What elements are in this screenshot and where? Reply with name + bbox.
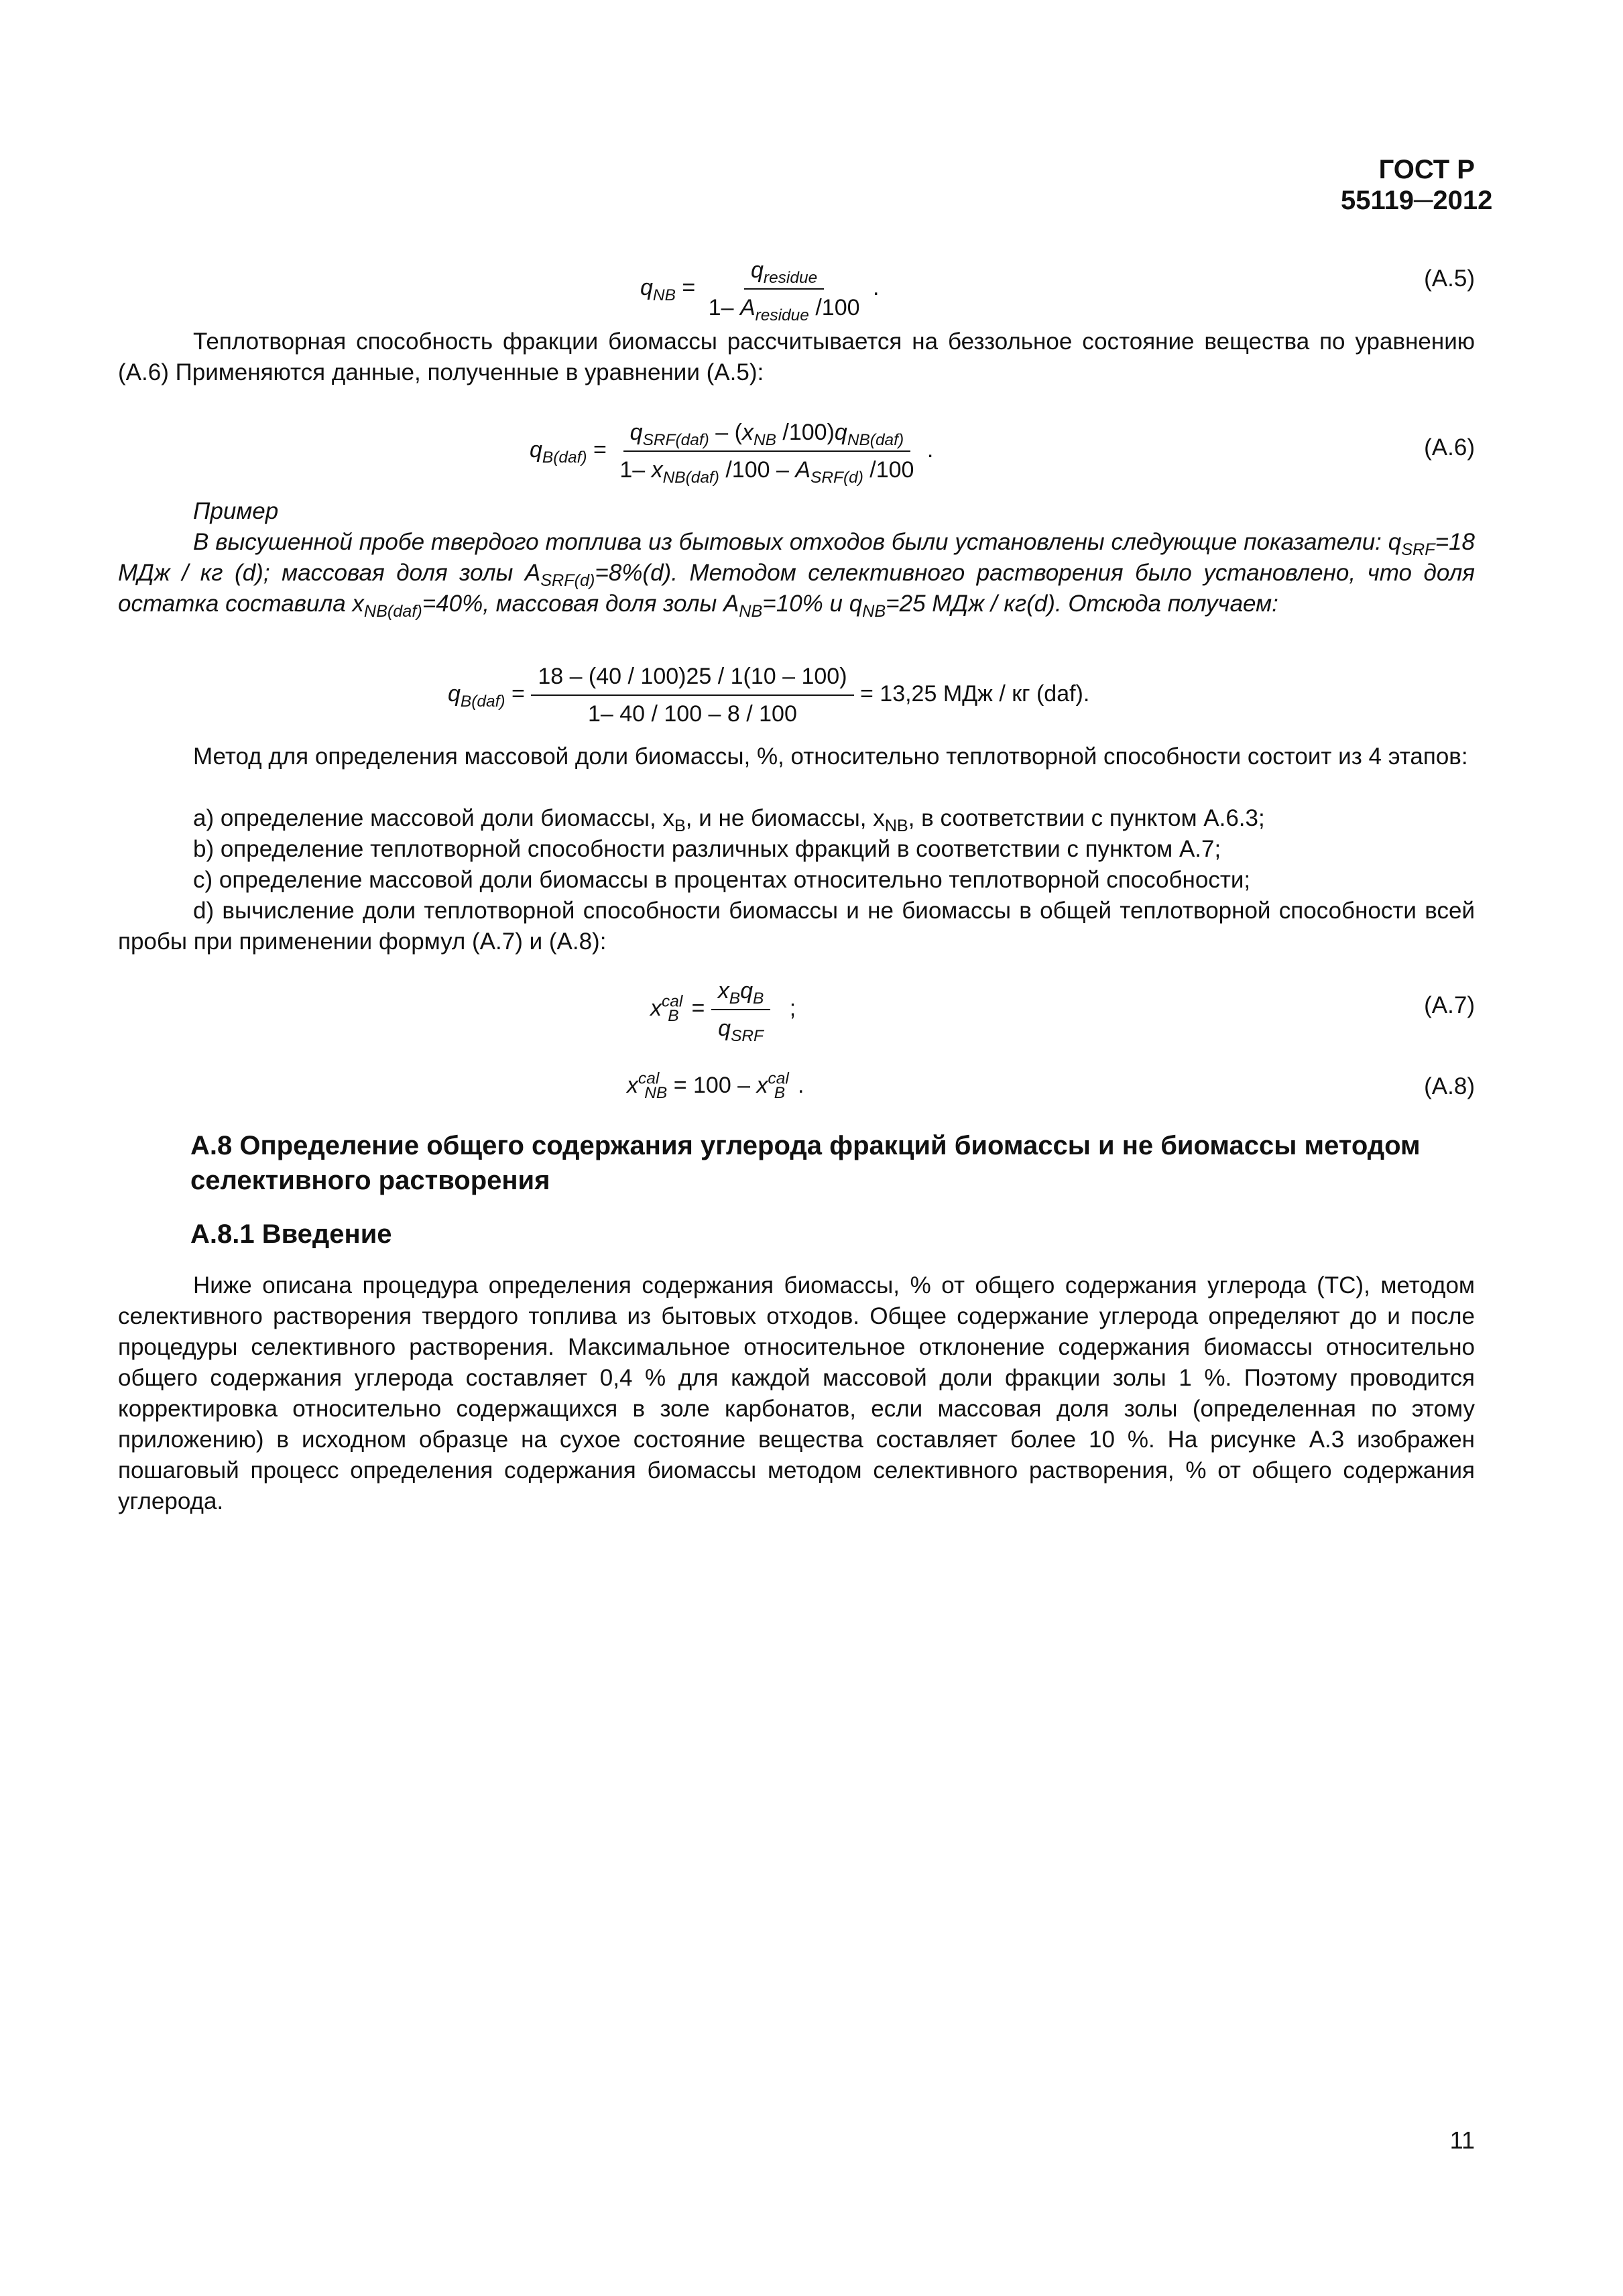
page-number: 11 — [1449, 2126, 1475, 2154]
list-item: d) вычисление доли теплотворной способности биомассы и не биомассы в общей теплотворной способности всей пробы при применении формул (A.7) и (A.8): — [118, 898, 1475, 955]
example-calculation: $q_{B(daf)}$ = $\frac{18 - (40 / 100)25 / 1(10 - 100)}{1- 40 / 100 - 8 / 100}$ = 13,25 МДж / кг (daf). — [448, 661, 1089, 729]
standard-id: ГОСТ Р 55119─2012 — [1341, 155, 1493, 215]
example-result: = 13,25 МДж / кг (daf). — [859, 680, 1090, 707]
equation-number: (A.8) — [1424, 1073, 1475, 1099]
list-item: a) определение массовой доли биомассы, $x_B$, и не биомассы, $x_{NB}$, в соответствии с пунктом A.6.3; — [193, 805, 1265, 836]
steps-list — [118, 803, 1475, 957]
list-item: c) определение массовой доли биомассы в процентах относительно теплотворной способности; — [193, 867, 1251, 893]
equation-number: (A.5) — [1424, 265, 1475, 292]
equation-number: (A.6) — [1424, 434, 1475, 461]
list-item: b) определение теплотворной способности различных фракций в соответствии с пунктом A.7; — [193, 836, 1221, 862]
equation-a6: $q_{B(daf)}$ = $\frac{q_{SRF(daf)} - (x_{NB} /100)q_{NB(daf)}}{1- x_{NB(daf)} /100 - A_{SRF(d)} /100}$ . — [530, 417, 933, 485]
paragraph: Теплотворная способность фракции биомассы рассчитывается на беззольное состояние вещества по уравнению (A.6) Применяются данные, полученные в уравнении (A.5): — [118, 328, 1475, 385]
paragraph: Метод для определения массовой доли биомассы, %, относительно теплотворной способности состоит из 4 этапов: — [193, 743, 1468, 770]
equation-number: (A.7) — [1424, 992, 1475, 1018]
example-label: Пример — [193, 498, 279, 524]
section-heading: A.8 Определение общего содержания углерода фракций биомассы и не биомассы методом селективного растворения — [190, 1131, 1421, 1195]
example-text: В высушенной пробе твердого топлива из бытовых отходов были установлены следующие показатели: $q_{SRF}=18$ МДж / кг (d); массовая доля золы $A_{SRF(d)}=8\%(d)$. Методом селективного растворения было установлено, что доля остатка составила $x_{NB(daf)}=40\%$, массовая доля золы $A_{NB}=10\%$ и $q_{NB}=25$ МДж / кг(d). Отсюда получаем: — [118, 529, 1476, 621]
equation-a8: $x^{cal}_{NB} = 100 - x^{cal}_B$ . — [627, 1069, 804, 1102]
equation-a5: $q_{NB}$ = $\frac{q_{residue}}{1- A_{residue} /100}$ . — [640, 255, 879, 323]
equation-a7: $x^{cal}_B$ = $\frac{x_Bq_B}{q_{SRF}}$ ; — [650, 975, 796, 1044]
subsection-heading: A.8.1 Введение — [190, 1219, 392, 1249]
paragraph: Ниже описана процедура определения содержания биомассы, % от общего содержания углерода (TC), методом селективного растворения твердого топлива из бытовых отходов. Общее содержание углерода определяют до и после процедуры селективного растворения. Максимальное относительное отклонение содержания биомассы относительно общего содержания углерода составляет 0,4 % для каждой массовой доли фракции золы 1 %. Поэтому проводится корректировка относительно содержащихся в золе карбонатов, если массовая доля золы (определенная по этому приложению) в исходном образце на сухое состояние вещества составляет более 10 %. На рисунке A.3 изображен пошаговый процесс определения содержания биомассы методом селективного растворения, % от общего содержания углерода. — [118, 1272, 1475, 1514]
